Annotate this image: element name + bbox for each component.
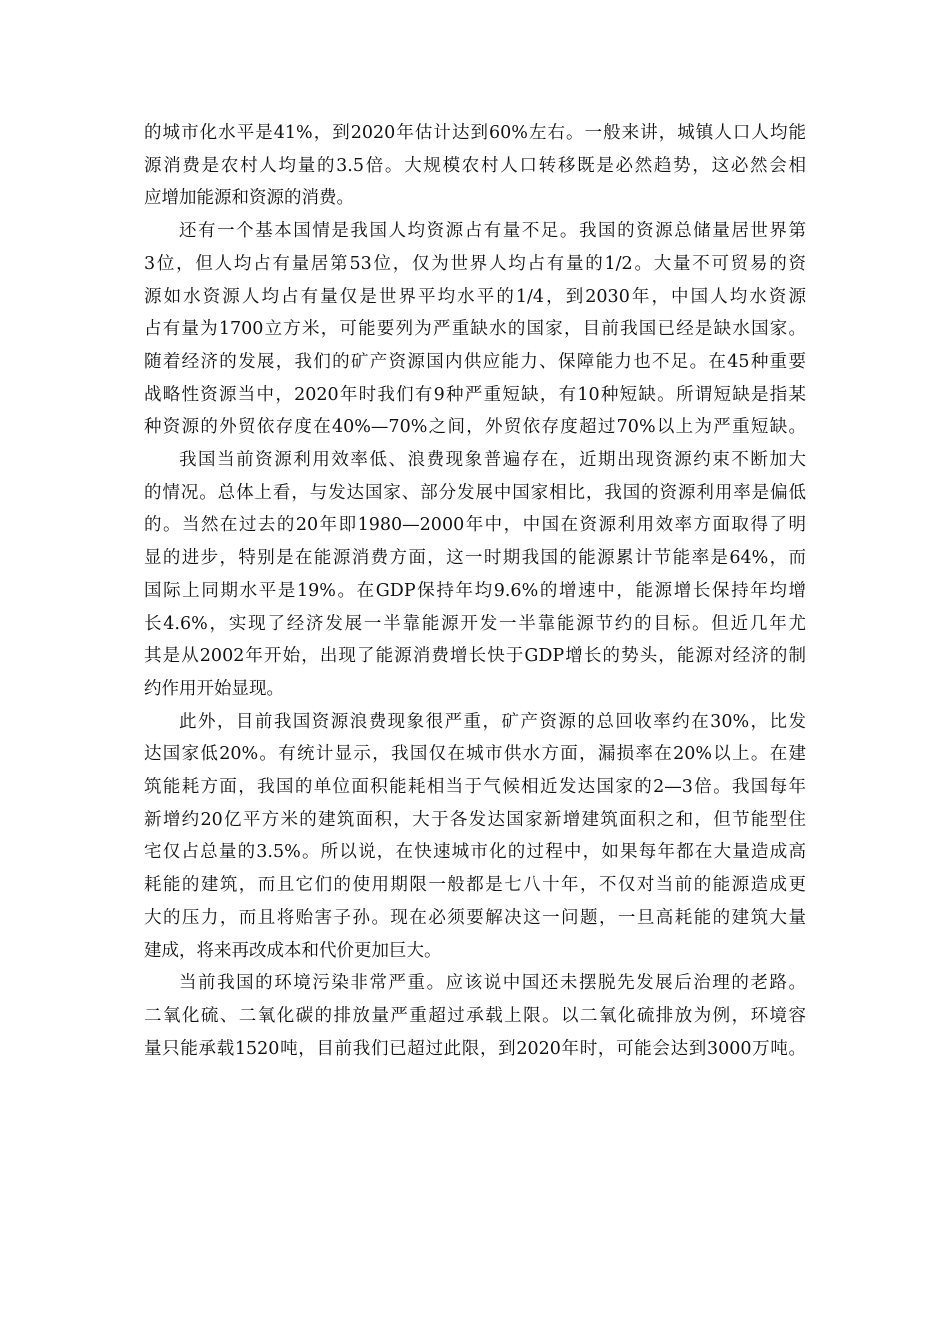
text-line: 量只能承载1520吨，目前我们已超过此限，到2020年时，可能会达到3000万吨。 <box>144 1038 806 1059</box>
text-line: 新增约20亿平方米的建筑面积，大于各发达国家新增建筑面积之和，但节能型住 <box>144 809 806 830</box>
text-line: 大的压力，而且将贻害子孙。现在必须要解决这一问题，一旦高耗能的建筑大量 <box>144 907 806 928</box>
text-line: 还有一个基本国情是我国人均资源占有量不足。我国的资源总储量居世界第 <box>179 221 806 242</box>
text-line: 二氧化硫、二氧化碳的排放量严重超过承载上限。以二氧化硫排放为例，环境容 <box>144 1005 806 1026</box>
text-line: 当前我国的环境污染非常严重。应该说中国还未摆脱先发展后治理的老路。 <box>179 973 806 994</box>
text-line: 宅仅占总量的3.5%。所以说，在快速城市化的过程中，如果每年都在大量造成高 <box>144 842 806 863</box>
text-line: 的情况。总体上看，与发达国家、部分发展中国家相比，我国的资源利用率是偏低 <box>144 482 806 503</box>
text-line: 约作用开始显现。 <box>144 678 284 699</box>
text-line: 的城市化水平是41%，到2020年估计达到60%左右。一般来讲，城镇人口人均能 <box>144 123 806 143</box>
text-line: 应增加能源和资源的消费。 <box>144 188 354 209</box>
paragraph-4 <box>144 706 806 968</box>
text-line: 种资源的外贸依存度在40%—70%之间，外贸依存度超过70%以上为严重短缺。 <box>144 417 806 438</box>
text-line: 3位，但人均占有量居第53位，仅为世界人均占有量的1/2。大量不可贸易的资 <box>144 253 806 274</box>
text-line: 耗能的建筑，而且它们的使用期限一般都是七八十年，不仅对当前的能源造成更 <box>144 875 806 896</box>
document-body <box>144 117 806 1065</box>
text-line: 战略性资源当中，2020年时我们有9种严重短缺，有10种短缺。所谓短缺是指某 <box>144 384 806 405</box>
text-line: 其是从2002年开始，出现了能源消费增长快于GDP增长的势头，能源对经济的制 <box>144 646 806 667</box>
paragraph-3 <box>144 444 806 706</box>
text-line: 国际上同期水平是19%。在GDP保持年均9.6%的增速中，能源增长保持年均增 <box>144 580 806 601</box>
text-line: 长4.6%，实现了经济发展一半靠能源开发一半靠能源节约的目标。但近几年尤 <box>144 613 806 634</box>
text-line: 源消费是农村人均量的3.5倍。大规模农村人口转移既是必然趋势，这必然会相 <box>144 155 806 176</box>
text-line: 筑能耗方面，我国的单位面积能耗相当于气候相近发达国家的2—3倍。我国每年 <box>144 777 806 798</box>
text-line: 显的进步，特别是在能源消费方面，这一时期我国的能源累计节能率是64%，而 <box>144 548 806 569</box>
text-line: 源如水资源人均占有量仅是世界平均水平的1/4，到2030年，中国人均水资源 <box>144 286 806 307</box>
text-line: 随着经济的发展，我们的矿产资源国内供应能力、保障能力也不足。在45种重要 <box>144 351 806 372</box>
paragraph-5 <box>144 967 806 1065</box>
paragraph-1 <box>144 117 806 215</box>
text-line: 达国家低20%。有统计显示，我国仅在城市供水方面，漏损率在20%以上。在建 <box>144 744 806 765</box>
paragraph-2 <box>144 215 806 444</box>
text-line: 占有量为1700立方米，可能要列为严重缺水的国家，目前我国已经是缺水国家。 <box>144 319 806 340</box>
text-line: 的。当然在过去的20年即1980—2000年中，中国在资源利用效率方面取得了明 <box>144 515 806 536</box>
text-line: 建成，将来再改成本和代价更加巨大。 <box>144 940 442 961</box>
text-line: 此外，目前我国资源浪费现象很严重，矿产资源的总回收率约在30%，比发 <box>179 711 806 732</box>
text-line: 我国当前资源利用效率低、浪费现象普遍存在，近期出现资源约束不断加大 <box>179 450 806 471</box>
